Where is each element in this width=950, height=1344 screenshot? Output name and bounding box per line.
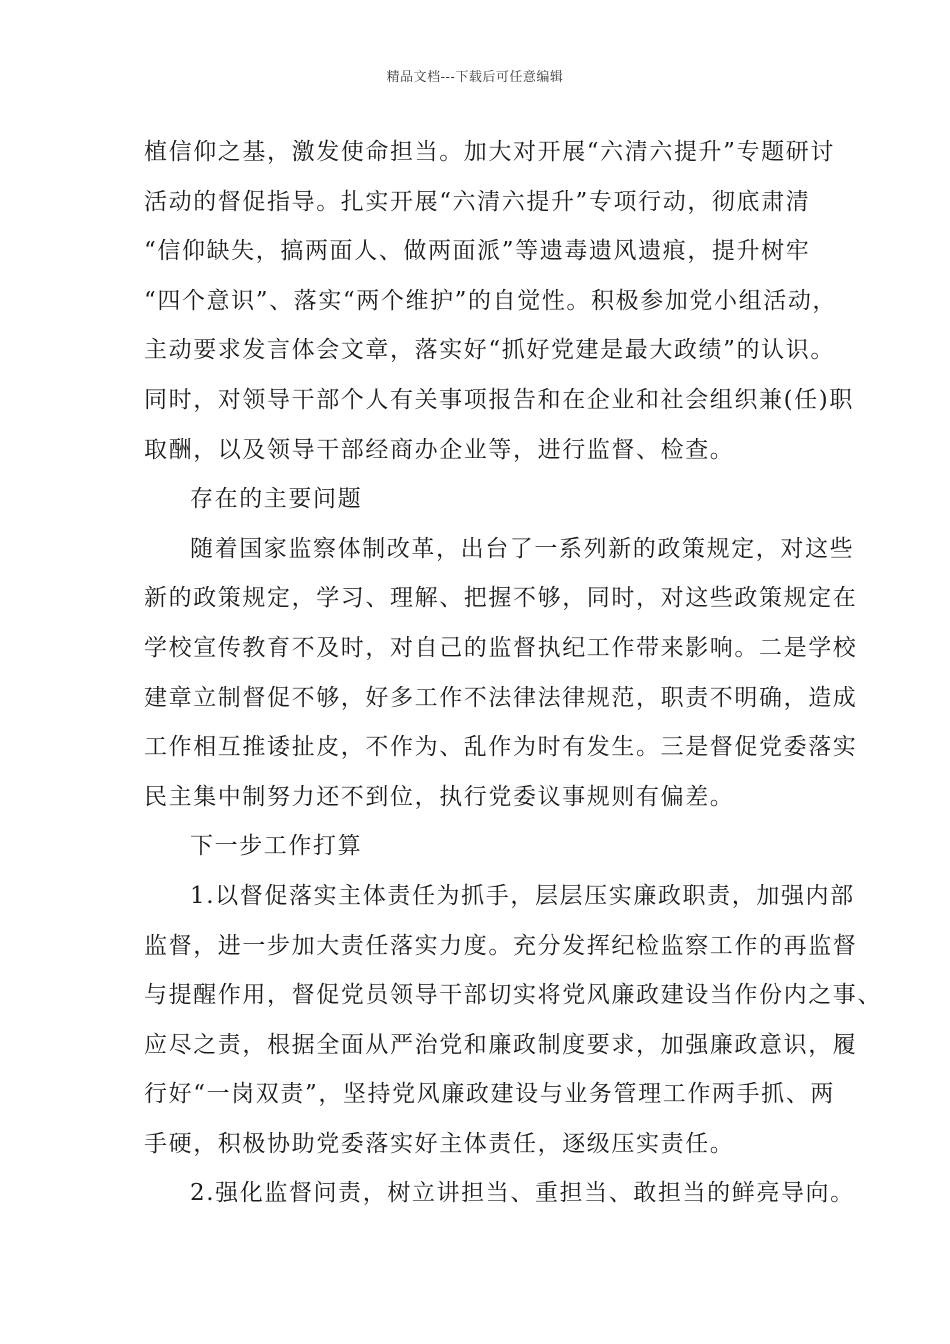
text-line: 学校宣传教育不及时，对自己的监督执纪工作带来影响。二是学校 <box>144 634 858 661</box>
text-line: 新的政策规定，学习、理解、把握不够，同时，对这些政策规定在 <box>144 585 858 612</box>
section-heading: 下一步工作打算 <box>190 833 363 860</box>
body-text <box>144 128 882 1219</box>
text-line: 建章立制督促不够，好多工作不法律法律规范，职责不明确，造成 <box>144 684 858 711</box>
text-line: 工作相互推诿扯皮，不作为、乱作为时有发生。三是督促党委落实 <box>144 734 858 761</box>
text-line: 同时，对领导干部个人有关事项报告和在企业和社会组织兼(任)职 <box>144 386 854 413</box>
text-line: “信仰缺失，搞两面人、做两面派”等遗毒遗风遗痕，提升树牢 <box>144 238 811 265</box>
text-line: 手硬，积极协助党委落实好主体责任，逐级压实责任。 <box>144 1130 735 1157</box>
text-line: 随着国家监察体制改革，出台了一系列新的政策规定，对这些 <box>190 535 855 562</box>
header-note: 精品文档---下载后可任意编辑 <box>386 70 564 85</box>
text-line: 应尽之责，根据全面从严治党和廉政制度要求，加强廉政意识，履 <box>144 1031 858 1058</box>
text-line: 主动要求发言体会文章，落实好“抓好党建是最大政绩”的认识。 <box>144 337 835 364</box>
text-line: 植信仰之基，激发使命担当。加大对开展“六清六提升”专题研讨 <box>144 139 835 165</box>
text-line: 监督，进一步加大责任落实力度。充分发挥纪检监察工作的再监督 <box>144 932 858 959</box>
text-line: 1.以督促落实主体责任为抓手，层层压实廉政职责，加强内部 <box>190 882 855 909</box>
text-line: “四个意识”、落实“两个维护”的自觉性。积极参加党小组活动， <box>144 287 838 314</box>
text-line: 行好“一岗双责”，坚持党风廉政建设与业务管理工作两手抓、两 <box>144 1081 835 1108</box>
text-line: 民主集中制努力还不到位，执行党委议事规则有偏差。 <box>144 783 735 810</box>
text-line: 与提醒作用，督促党员领导干部切实将党风廉政建设当作份内之事、 <box>144 982 882 1009</box>
text-line: 2.强化监督问责，树立讲担当、重担当、敢担当的鲜亮导向。 <box>190 1180 855 1207</box>
section-heading: 存在的主要问题 <box>190 486 363 513</box>
text-line: 活动的督促指导。扎实开展“六清六提升”专项行动，彻底肃清 <box>144 188 811 215</box>
text-line: 取酬，以及领导干部经商办企业等，进行监督、检查。 <box>144 436 735 463</box>
